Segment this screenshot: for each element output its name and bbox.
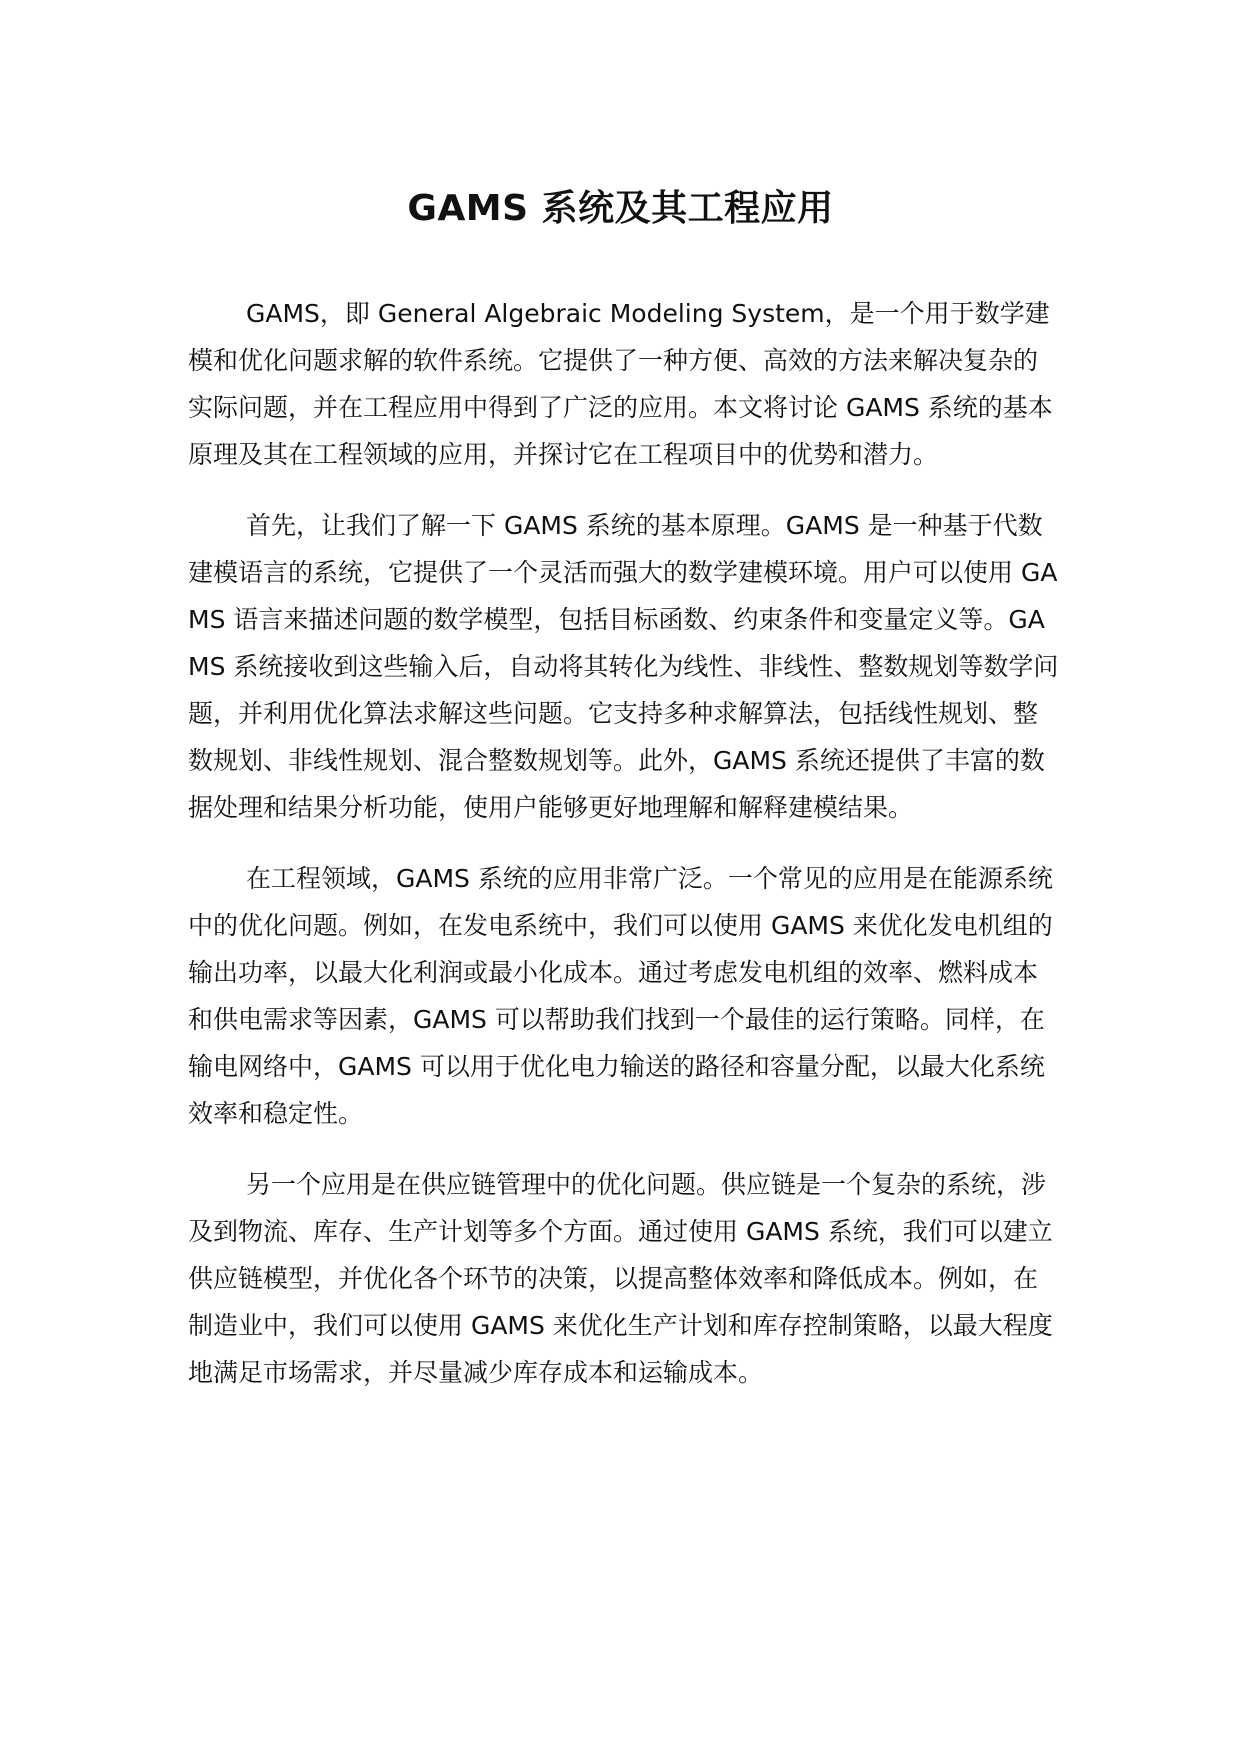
document-title: GAMS 系统及其工程应用 (407, 188, 834, 229)
paragraph-intro: GAMS，即 General Algebraic Modeling System，是一个用于数学建模和优化问题求解的软件系统。它提供了一种方便、高效的方法来解决复杂的实际问题，并在工程应用中得到了广泛的应用。本文将讨论 GAMS 系统的基本原理及其在工程领域的应用，并探讨它在工程项目中的优势和潜力。 (188, 299, 1053, 469)
paragraph-principles: 首先，让我们了解一下 GAMS 系统的基本原理。GAMS 是一种基于代数建模语言的系统，它提供了一个灵活而强大的数学建模环境。用户可以使用 GAMS 语言来描述问题的数学模型，包括目标函数、约束条件和变量定义等。GAMS 系统接收到这些输入后，自动将其转化为线性、非线性、整数规划等数学问题，并利用优化算法求解这些问题。它支持多种求解算法，包括线性规划、整数规划、非线性规划、混合整数规划等。此外，GAMS 系统还提供了丰富的数据处理和结果分析功能，使用户能够更好地理解和解释建模结果。 (188, 511, 1059, 822)
paragraph-energy-applications: 在工程领域，GAMS 系统的应用非常广泛。一个常见的应用是在能源系统中的优化问题。例如，在发电系统中，我们可以使用 GAMS 来优化发电机组的输出功率，以最大化利润或最小化成本。通过考虑发电机组的效率、燃料成本和供电需求等因素，GAMS 可以帮助我们找到一个最佳的运行策略。同样，在输电网络中，GAMS 可以用于优化电力输送的路径和容量分配，以最大化系统效率和稳定性。 (188, 864, 1053, 1128)
document-body (188, 290, 1060, 1420)
paragraph-supply-chain: 另一个应用是在供应链管理中的优化问题。供应链是一个复杂的系统，涉及到物流、库存、生产计划等多个方面。通过使用 GAMS 系统，我们可以建立供应链模型，并优化各个环节的决策，以提高整体效率和降低成本。例如，在制造业中，我们可以使用 GAMS 来优化生产计划和库存控制策略，以最大程度地满足市场需求，并尽量减少库存成本和运输成本。 (188, 1170, 1053, 1387)
